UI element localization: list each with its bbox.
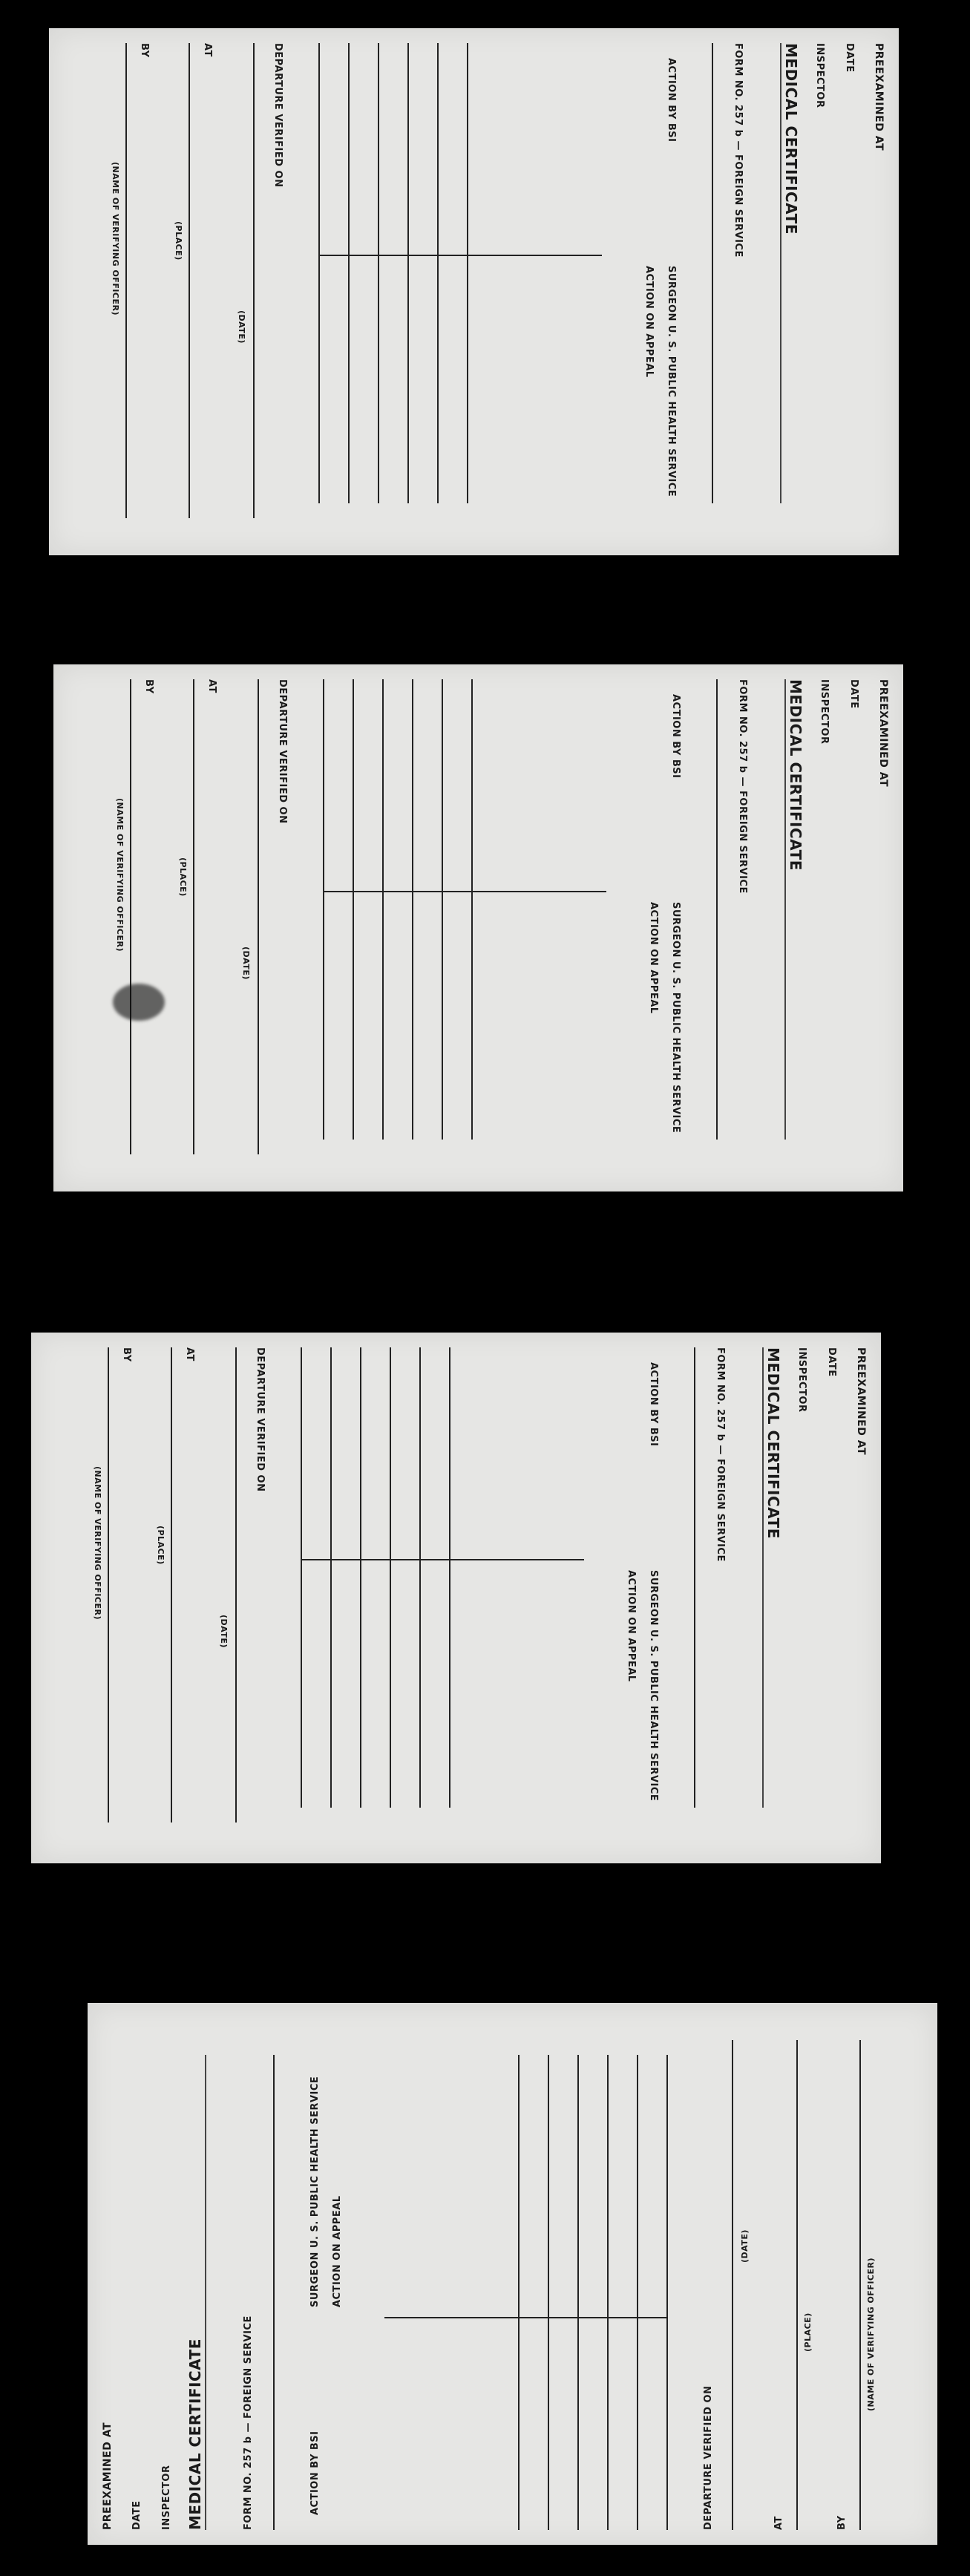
form-number: FORM NO. 257 b — FOREIGN SERVICE bbox=[733, 43, 744, 258]
at-label: AT bbox=[206, 679, 217, 693]
place-caption: (PLACE) bbox=[178, 857, 188, 897]
date-label: DATE bbox=[844, 43, 855, 73]
form-card-1 bbox=[49, 28, 899, 555]
verifying-officer-caption: (NAME OF VERIFYING OFFICER) bbox=[115, 798, 125, 952]
action-by-bsi-label: ACTION BY BSI bbox=[670, 694, 681, 779]
place-caption: (PLACE) bbox=[156, 1526, 166, 1565]
surgeon-label: SURGEON U. S. PUBLIC HEALTH SERVICE bbox=[666, 266, 677, 497]
action-on-appeal-label: ACTION ON APPEAL bbox=[626, 1570, 637, 1682]
departure-verified-label: DEPARTURE VERIFIED ON bbox=[272, 43, 284, 188]
by-label: BY bbox=[139, 43, 150, 58]
form-card-2 bbox=[53, 664, 903, 1191]
medical-certificate-title: MEDICAL CERTIFICATE bbox=[764, 1347, 782, 1539]
form-number: FORM NO. 257 b — FOREIGN SERVICE bbox=[715, 1347, 726, 1562]
inspector-label: INSPECTOR bbox=[819, 679, 830, 745]
form-card-4 bbox=[88, 2003, 937, 2545]
inspector-label: INSPECTOR bbox=[814, 43, 825, 108]
action-by-bsi-label: ACTION BY BSI bbox=[309, 2430, 321, 2515]
action-on-appeal-label: ACTION ON APPEAL bbox=[648, 902, 659, 1014]
date-caption: (DATE) bbox=[219, 1615, 229, 1648]
preexamined-at-label: PREEXAMINED AT bbox=[873, 43, 885, 151]
by-label: BY bbox=[143, 679, 154, 694]
by-label: BY bbox=[121, 1347, 132, 1362]
preexamined-at-label: PREEXAMINED AT bbox=[102, 2422, 114, 2530]
form-number: FORM NO. 257 b — FOREIGN SERVICE bbox=[243, 2315, 254, 2530]
date-caption: (DATE) bbox=[241, 947, 251, 980]
medical-certificate-title: MEDICAL CERTIFICATE bbox=[782, 43, 800, 235]
form-card-3 bbox=[31, 1333, 881, 1863]
inspector-label: INSPECTOR bbox=[796, 1347, 807, 1413]
preexamined-at-label: PREEXAMINED AT bbox=[877, 679, 889, 788]
at-label: AT bbox=[202, 43, 213, 57]
surgeon-label: SURGEON U. S. PUBLIC HEALTH SERVICE bbox=[648, 1570, 659, 1802]
ink-blot bbox=[113, 984, 165, 1021]
date-caption: (DATE) bbox=[237, 310, 246, 344]
verifying-officer-caption: (NAME OF VERIFYING OFFICER) bbox=[93, 1466, 102, 1621]
preexamined-at-label: PREEXAMINED AT bbox=[855, 1347, 867, 1456]
verifying-officer-caption: (NAME OF VERIFYING OFFICER) bbox=[111, 162, 120, 316]
action-by-bsi-label: ACTION BY BSI bbox=[666, 58, 677, 143]
action-by-bsi-label: ACTION BY BSI bbox=[648, 1362, 659, 1447]
date-caption: (DATE) bbox=[740, 2229, 750, 2263]
place-caption: (PLACE) bbox=[803, 2312, 813, 2352]
at-label: AT bbox=[184, 1347, 195, 1361]
at-label: AT bbox=[773, 2516, 784, 2530]
date-label: DATE bbox=[848, 679, 859, 709]
place-caption: (PLACE) bbox=[174, 221, 183, 261]
medical-certificate-title: MEDICAL CERTIFICATE bbox=[186, 2338, 204, 2530]
form-number: FORM NO. 257 b — FOREIGN SERVICE bbox=[737, 679, 748, 894]
departure-verified-label: DEPARTURE VERIFIED ON bbox=[277, 679, 288, 824]
departure-verified-label: DEPARTURE VERIFIED ON bbox=[255, 1347, 266, 1492]
departure-verified-label: DEPARTURE VERIFIED ON bbox=[703, 2385, 714, 2530]
by-label: BY bbox=[836, 2515, 848, 2530]
surgeon-label: SURGEON U. S. PUBLIC HEALTH SERVICE bbox=[309, 2076, 321, 2307]
action-on-appeal-label: ACTION ON APPEAL bbox=[643, 266, 655, 378]
verifying-officer-caption: (NAME OF VERIFYING OFFICER) bbox=[866, 2257, 876, 2411]
surgeon-label: SURGEON U. S. PUBLIC HEALTH SERVICE bbox=[670, 902, 681, 1134]
date-label: DATE bbox=[131, 2500, 142, 2530]
medical-certificate-title: MEDICAL CERTIFICATE bbox=[787, 679, 804, 871]
inspector-label: INSPECTOR bbox=[161, 2465, 172, 2530]
date-label: DATE bbox=[826, 1347, 837, 1377]
action-on-appeal-label: ACTION ON APPEAL bbox=[332, 2195, 343, 2307]
